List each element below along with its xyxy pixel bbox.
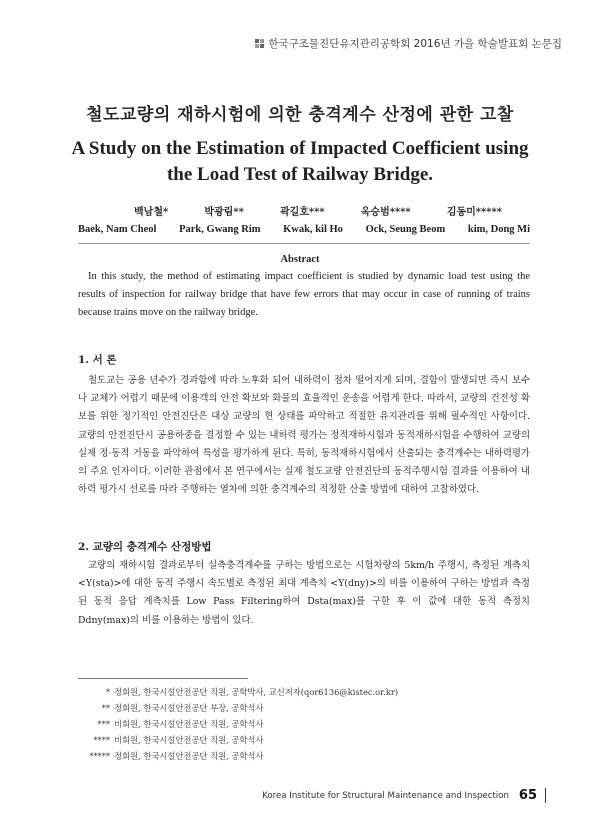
abstract-text: In this study, the method of estimating impact coefficient is studied by dynamic load test using the results of inspection for railway bridge that have few errors that may occur in case of running of trains because trains move on the railway bridge. — [78, 271, 530, 318]
footnote-mark: ***** — [89, 751, 110, 761]
author-name-korean: 옥승범**** — [360, 207, 411, 218]
section-heading-introduction: 1. 서 론 — [78, 354, 117, 366]
author-list — [78, 203, 530, 235]
footnote-mark: **** — [93, 735, 110, 745]
section-text-method: 교량의 재하시험 결과로부터 실측충격계수를 구하는 방법으로는 시험차량의 5km/h 주행시, 측정된 계측치 <Y(sta)>에 대한 동적 주행시 속도별로 측정된 최대 계측치 <Y(dny)>의 비를 이용하여 구하는 방법과 측정된 동적 응답 계측치를 Low Pass Filtering하여 Dsta(max)를 구한 후 이 값에 대한 동적 측정치 Ddny(max)의 비를 이용하는 방법이 있다. — [78, 560, 530, 626]
footnote-text: 정회원, 한국시설안전공단 부장, 공학석사 — [114, 703, 264, 713]
author-name-korean: 백남철* — [134, 207, 169, 218]
footnote-text: 비회원, 한국시설안전공단 직원, 공학석사 — [114, 735, 264, 745]
footnote — [78, 700, 530, 716]
footnote — [78, 732, 530, 748]
author-name-english: Baek, Nam Cheol — [78, 224, 157, 235]
grid-icon — [255, 39, 264, 48]
footnote — [78, 748, 530, 764]
footnote — [78, 716, 530, 732]
title-english-line1: A Study on the Estimation of Impacted Coefficient using — [71, 138, 529, 159]
footnote-text: 정회원, 한국시설안전공단 직원, 공학박사, 교신저자(qor6136@kistec.or.kr) — [114, 687, 399, 697]
footnote-text: 비회원, 한국시설안전공단 직원, 공학석사 — [114, 719, 264, 729]
footnote — [78, 684, 530, 700]
author-name-korean: 김동미***** — [446, 207, 502, 218]
footnote-text: 정회원, 한국시설안전공단 직원, 공학석사 — [114, 751, 264, 761]
title-english-line2: the Load Test of Railway Bridge. — [166, 164, 434, 185]
abstract-heading: Abstract — [280, 254, 320, 265]
footnote-mark: * — [105, 687, 110, 697]
author-name-english: Kwak, kil Ho — [283, 224, 343, 235]
author-name-english: Park, Gwang Rim — [179, 224, 261, 235]
journal-name: 한국구조물진단유지관리공학회 2016년 가을 학술발표회 논문집 — [268, 38, 562, 50]
author-names-korean — [78, 203, 530, 218]
section-heading-method: 2. 교량의 충격계수 산정방법 — [78, 541, 212, 553]
author-names-english — [78, 224, 530, 235]
author-name-korean: 곽길호*** — [279, 207, 325, 218]
author-divider — [78, 243, 530, 244]
footnote-mark: ** — [101, 703, 110, 713]
footnote-divider — [78, 678, 248, 679]
page-footer — [262, 788, 546, 803]
footer-institute: Korea Institute for Structural Maintenance and Inspection — [262, 790, 509, 801]
footnote-mark: *** — [97, 719, 110, 729]
title-english — [60, 136, 540, 188]
page-number: 65 — [519, 788, 546, 803]
author-name-english: kim, Dong Mi — [467, 224, 530, 235]
author-name-korean: 박광림** — [204, 207, 244, 218]
title-korean: 철도교량의 재하시험에 의한 충격계수 산정에 관한 고찰 — [86, 105, 514, 125]
running-header — [255, 36, 562, 51]
author-name-english: Ock, Seung Beom — [365, 224, 446, 235]
footnotes — [78, 684, 530, 764]
section-text-introduction: 철도교는 공용 년수가 경과함에 따라 노후화 되어 내하력이 점차 떨어지게 되며, 결함이 발생되면 즉시 보수나 교체가 어렵기 때문에 이용객의 안전 확보와 화물의 효율적인 운송을 어렵게 한다. 따라서, 교량의 건전성 확보를 위한 정기적인 안전진단은 대상 교량의 현 상태를 파악하고 적절한 유지관리를 위해 필수적인 사항이다. 교량의 안전진단시 공용하중을 결정할 수 있는 내하력 평가는 정적재하시험과 동적재하시험을 수행하여 교량의 실제 정·동적 거동을 파악하여 특성을 평가하게 된다. 특히, 동적재하시험에서 산출되는 충격계수는 내하력평가의 주요 인자이다. 이러한 관점에서 본 연구에서는 실제 철도교량 안전진단의 동적주행시험 결과를 이용하여 내하력 평가시 선로를 따라 주행하는 열차에 의한 충격계수의 적정한 산출 방법에 대하여 고찰하였다. — [78, 375, 530, 496]
